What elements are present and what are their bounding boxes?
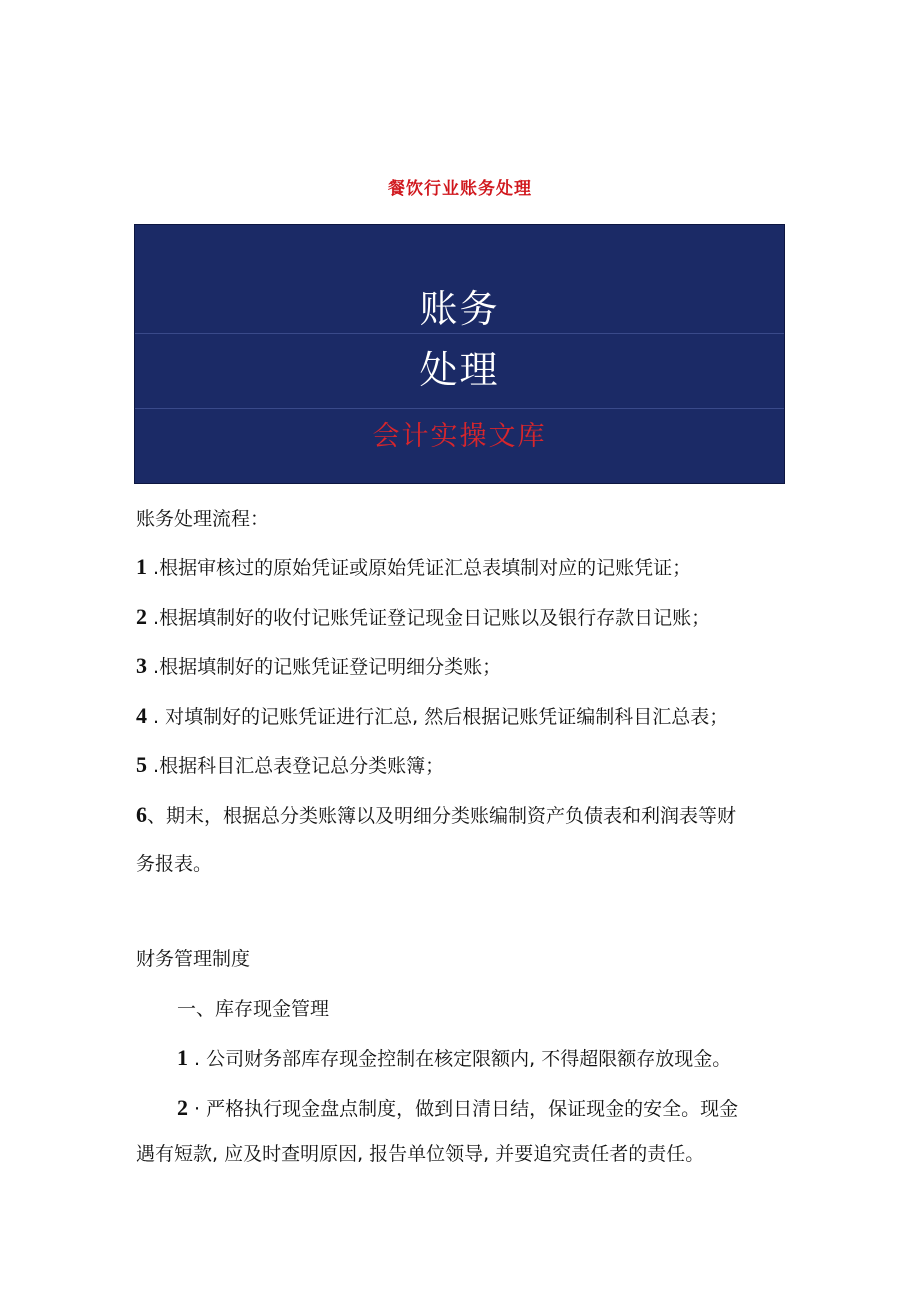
management-subheading: 一、库存现金管理 <box>177 998 330 1020</box>
item-number: 2 <box>177 1095 188 1120</box>
banner-divider <box>135 408 784 409</box>
item-number: 1 <box>136 554 147 579</box>
process-item-3 <box>136 654 501 679</box>
title-banner <box>134 224 785 484</box>
process-item-5 <box>136 753 444 778</box>
process-heading: 账务处理流程： <box>136 508 270 530</box>
item-number: 6 <box>136 802 147 827</box>
item-text: · 严格执行现金盘点制度，做到日清日结，保证现金的安全。现金 <box>188 1098 739 1120</box>
banner-line-2: 处理 <box>419 348 500 392</box>
management-item-2-continuation: 遇有短款, 应及时查明原因, 报告单位领导, 并要追究责任者的责任。 <box>136 1143 705 1165</box>
item-text: 、期末，根据总分类账簿以及明细分类账编制资产负债表和利润表等财 <box>147 805 737 827</box>
item-text: .根据科目汇总表登记总分类账簿； <box>147 755 445 777</box>
item-number: 1 <box>177 1045 188 1070</box>
management-item-2 <box>177 1096 738 1121</box>
item-number: 5 <box>136 752 147 777</box>
item-text: .根据审核过的原始凭证或原始凭证汇总表填制对应的记账凭证； <box>147 557 692 579</box>
item-text: . 对填制好的记账凭证进行汇总, 然后根据记账凭证编制科目汇总表； <box>147 706 729 728</box>
item-text: . 公司财务部库存现金控制在核定限额内, 不得超限额存放现金。 <box>188 1048 732 1070</box>
item-text: .根据填制好的记账凭证登记明细分类账； <box>147 656 502 678</box>
management-heading: 财务管理制度 <box>136 948 251 970</box>
banner-line-1: 账务 <box>419 287 500 331</box>
process-item-6 <box>136 803 736 828</box>
item-number: 4 <box>136 703 147 728</box>
banner-subtitle: 会计实操文库 <box>372 421 547 452</box>
process-item-6-continuation: 务报表。 <box>136 853 213 875</box>
process-item-2 <box>136 605 710 630</box>
banner-divider <box>135 333 784 334</box>
item-text: .根据填制好的收付记账凭证登记现金日记账以及银行存款日记账； <box>147 607 711 629</box>
document-title: 餐饮行业账务处理 <box>388 179 532 199</box>
process-item-1 <box>136 555 691 580</box>
management-item-1 <box>177 1046 731 1071</box>
item-number: 2 <box>136 604 147 629</box>
item-number: 3 <box>136 653 147 678</box>
process-item-4 <box>136 704 728 729</box>
